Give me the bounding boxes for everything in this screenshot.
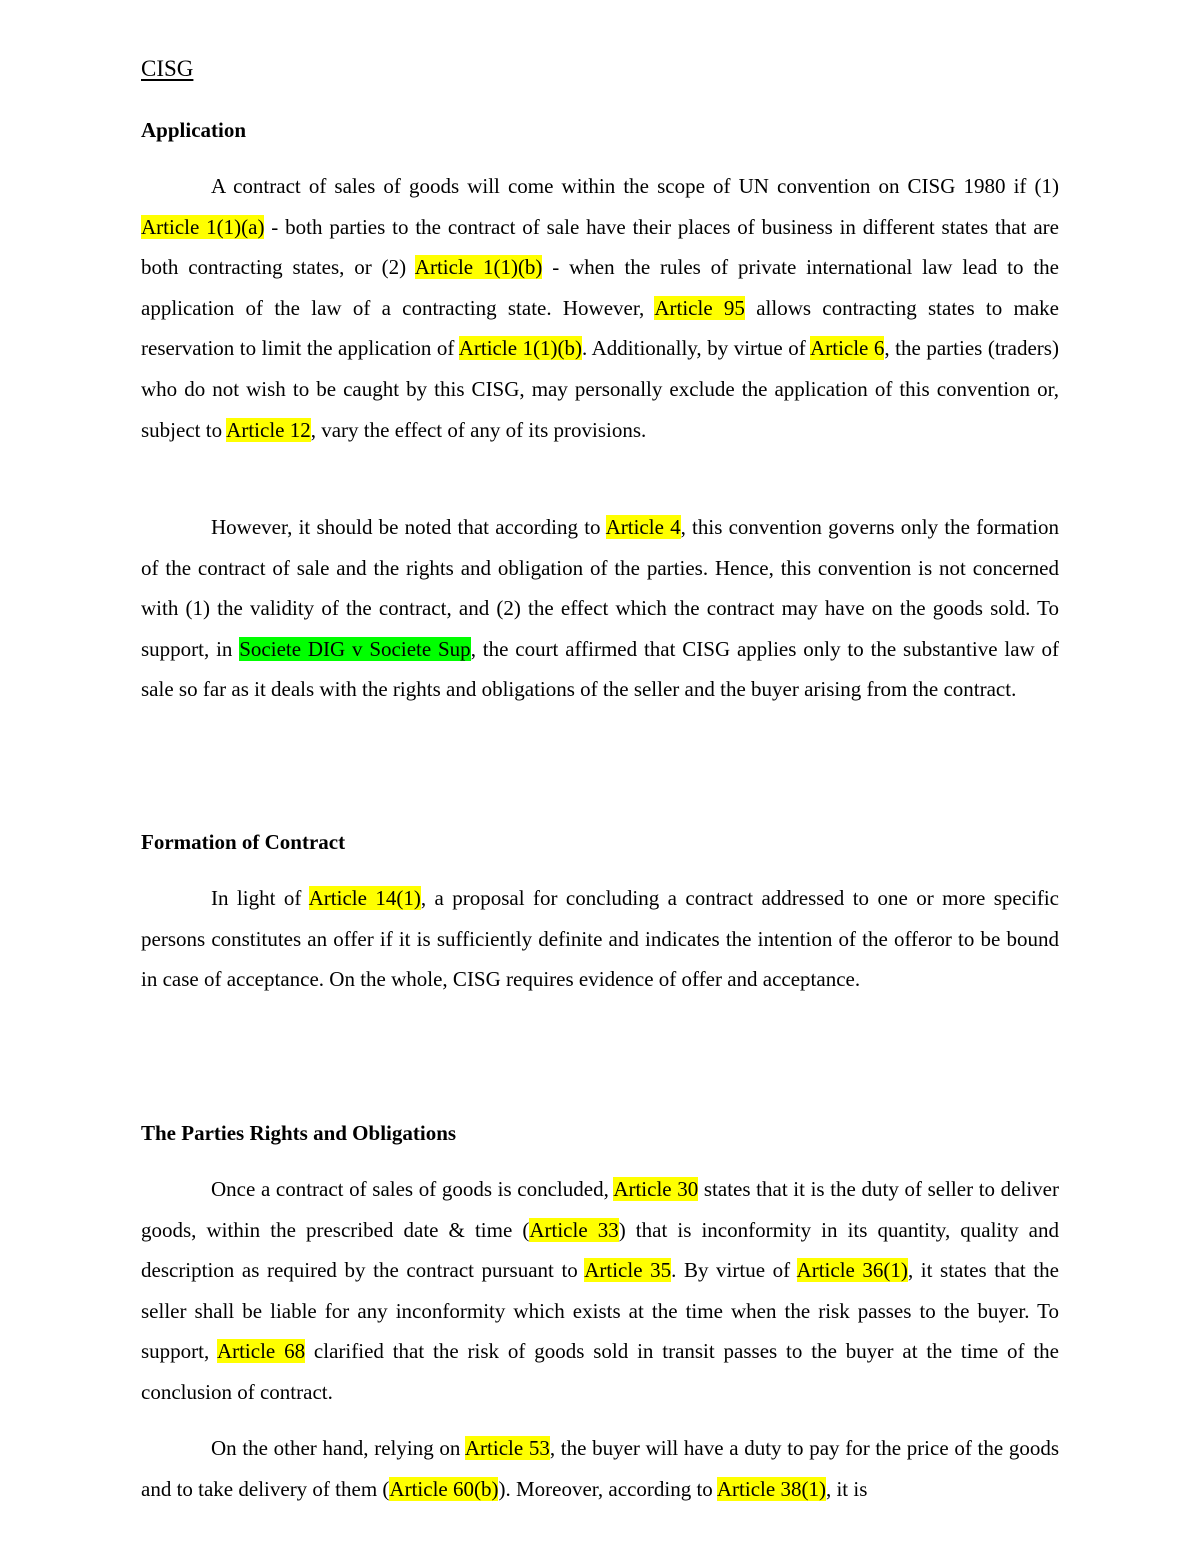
text-run: ) that is inconformity in its quantity, quality and description as required by the contract pursuant to [141, 1217, 1059, 1283]
text-run: , the parties (traders) who do not wish to be caught by this CISG, may personally exclude the application of this convention or, subject to [141, 336, 1059, 442]
section-heading-rights-obligations: The Parties Rights and Obligations [141, 1121, 457, 1145]
paragraph [141, 878, 1059, 1000]
article-reference: Article 33 [529, 1217, 619, 1242]
paragraph [141, 1428, 1059, 1509]
section-heading-application: Application [141, 118, 247, 142]
text-run: However, it should be noted that according to [211, 515, 606, 539]
article-reference: Article 1(1)(b) [458, 336, 583, 361]
article-reference: Article 35 [584, 1258, 672, 1283]
paragraph [141, 507, 1059, 710]
paragraph [141, 1169, 1059, 1413]
text-run: , it is [825, 1476, 868, 1501]
text-run: Once a contract of sales of goods is concluded, [211, 1177, 614, 1201]
text-run: , it states that the seller shall be liable for any inconformity which exists at the time when the risk passes to the buyer. To support, [141, 1258, 1059, 1364]
text-run: clarified that the risk of goods sold in transit passes to the buyer at the time of the conclusion of contract. [141, 1339, 1060, 1404]
text-run: , this convention governs only the formation of the contract of sale and the rights and obligation of the parties. Hence, this convention is not concerned with (1) the validity of the contract, and (2) the effect which the contract may have on the goods sold. To support, in [141, 515, 1059, 661]
article-reference: Article 36(1) [796, 1258, 908, 1283]
text-run: , vary the effect of any of its provisions. [310, 417, 647, 442]
article-reference: Article 1(1)(b) [414, 255, 543, 280]
section-heading-formation: Formation of Contract [141, 830, 346, 854]
article-reference: Article 53 [464, 1436, 550, 1460]
article-reference: Article 68 [216, 1339, 306, 1364]
text-run: ). Moreover, according to [498, 1476, 717, 1501]
document-title: CISG [141, 56, 194, 81]
text-run: In light of [211, 886, 309, 910]
article-reference: Article 38(1) [716, 1476, 826, 1501]
paragraph [141, 166, 1059, 450]
text-run: A contract of sales of goods will come within the scope of UN convention on CISG 1980 if (1) [211, 174, 1059, 198]
text-run: . By virtue of [671, 1258, 797, 1283]
article-reference: Article 30 [613, 1177, 699, 1201]
text-run: - when the rules of private international law lead to the application of the law of a contracting state. However, [141, 255, 1059, 320]
article-reference: Article 60(b) [389, 1476, 499, 1501]
text-run: , the court affirmed that CISG applies only to the substantive law of sale so far as it deals with the rights and obligations of the seller and the buyer arising from the contract. [141, 636, 1060, 702]
case-reference: Societe DIG v Societe Sup [239, 636, 471, 661]
text-run: . Additionally, by virtue of [582, 336, 811, 361]
text-run: , a proposal for concluding a contract addressed to one or more specific persons constitutes an offer if it is sufficiently definite and indicates the intention of the offeror to be bound in case of acceptance. On the whole, CISG requires evidence of offer and acceptance. [141, 886, 1059, 992]
article-reference: Article 6 [810, 336, 885, 361]
article-reference: Article 12 [226, 417, 311, 442]
article-reference: Article 14(1) [308, 886, 421, 910]
text-run: On the other hand, relying on [211, 1436, 465, 1460]
text-run: - both parties to the contract of sale have their places of business in different states that are both contracting states, or (2) [141, 214, 1059, 280]
text-run: states that it is the duty of seller to deliver goods, within the prescribed date & time ( [141, 1177, 1059, 1242]
text-run: , the buyer will have a duty to pay for the price of the goods and to take delivery of them ( [141, 1436, 1059, 1501]
article-reference: Article 4 [605, 515, 681, 539]
article-reference: Article 95 [654, 295, 745, 320]
text-run: allows contracting states to make reservation to limit the application of [141, 295, 1059, 361]
article-reference: Article 1(1)(a) [141, 214, 265, 239]
